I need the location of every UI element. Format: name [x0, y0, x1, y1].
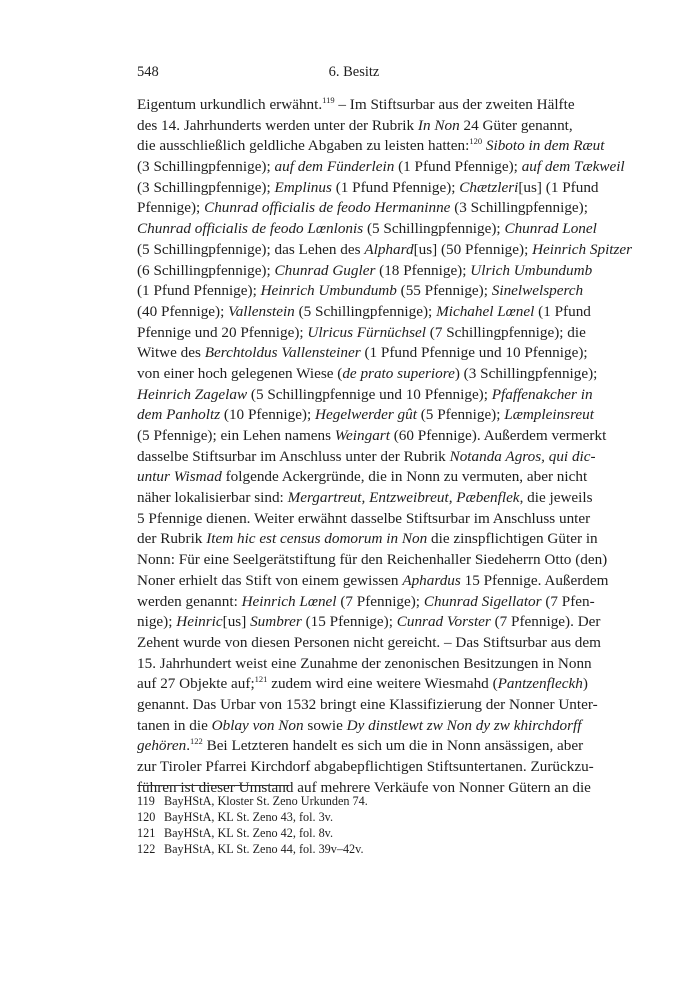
- text-span: (5 Schillingpfennige);: [294, 302, 437, 320]
- italic-span: Vallenstein: [228, 302, 295, 320]
- text-span: (6 Schillingpfennige);: [137, 261, 275, 279]
- text-line: [137, 736, 584, 757]
- italic-span: auf dem Fünderlein: [274, 158, 395, 176]
- body-text: [137, 95, 633, 798]
- text-line: [137, 364, 598, 385]
- text-span: die zinspflichtigen Güter in: [427, 530, 598, 548]
- text-span: (5 Schillingpfennige und 10 Pfennige);: [247, 385, 492, 403]
- text-line: [137, 116, 571, 137]
- text-line: [137, 302, 591, 323]
- text-span: [us] (1 Pfund: [518, 178, 599, 196]
- italic-span: Cunrad Vorster: [396, 613, 491, 631]
- running-header: [137, 64, 571, 84]
- text-span: (7 Schillingpfennige); die: [425, 323, 586, 341]
- italic-span: Sinelwelsperch: [491, 282, 584, 300]
- text-line: [137, 488, 593, 509]
- italic-span: Emplinus: [274, 178, 332, 196]
- footnote-text: BayHStA, Kloster St. Zeno Urkunden 74.: [164, 794, 368, 808]
- italic-span: Item hic est census domorum in Non: [206, 530, 428, 548]
- text-span: (3 Schillingpfennige);: [137, 158, 275, 176]
- italic-span: gehören: [137, 737, 187, 755]
- text-span: – Im Stiftsurbar aus der zweiten Hälfte: [334, 96, 575, 113]
- text-span: sowie: [303, 716, 347, 734]
- text-span: (1 Pfund Pfennige und 10 Pfennige);: [360, 344, 588, 362]
- text-span: 15. Jahrhundert weist eine Zunahme der zenonischen Besitzungen in Nonn: [137, 654, 592, 672]
- text-span: 5 Pfennige dienen. Weiter erwähnt dasselbe Stiftsurbar im Anschluss unter: [137, 509, 591, 527]
- italic-span: Berchtoldus Vallensteiner: [204, 344, 361, 362]
- italic-span: Chunrad Lonel: [504, 220, 597, 238]
- text-span: folgende Ackergründe, die in Nonn zu vermuten, aber nicht: [221, 468, 588, 486]
- text-span: Eigentum urkundlich erwähnt.: [137, 96, 323, 113]
- text-line: [137, 674, 588, 695]
- text-line: [137, 571, 609, 592]
- italic-span: de prato superiore: [342, 364, 455, 382]
- italic-span: Notanda Agros, qui dic-: [449, 447, 596, 465]
- text-line: [137, 426, 607, 447]
- text-span: tanen in die: [137, 716, 212, 734]
- text-span: ): [582, 675, 588, 693]
- text-span: zur Tiroler Pfarrei Kirchdorf abgabepflichtigen Stiftsuntertanen. Zurückzu-: [137, 758, 594, 775]
- text-span: .: [186, 737, 191, 755]
- text-span: (5 Pfennige); ein Lehen namens: [137, 427, 335, 444]
- italic-span: Heinric: [176, 613, 223, 631]
- footnote-number: 122: [137, 842, 156, 856]
- text-span: 24 Güter genannt,: [459, 116, 573, 134]
- italic-span: Ulricus Fürnüchsel: [307, 323, 426, 341]
- text-line: [137, 467, 588, 488]
- text-span: auf 27 Objekte auf;: [137, 675, 255, 693]
- text-line: [137, 281, 584, 302]
- text-line: [137, 385, 593, 406]
- footnote: [137, 841, 571, 857]
- text-line: [137, 95, 575, 116]
- italic-span: untur Wismad: [137, 468, 222, 486]
- text-line: [137, 343, 588, 364]
- chapter-title: 6. Besitz: [328, 64, 380, 80]
- page-number: 548: [137, 64, 159, 80]
- italic-span: Siboto in dem Ræut: [485, 137, 605, 155]
- text-line: [137, 219, 597, 240]
- italic-span: Læmpleinsreut: [504, 406, 594, 424]
- text-span: Nonn: Für eine Seelgerätstiftung für den Reichenhaller Siedeherrn Otto (den): [137, 551, 608, 569]
- text-line: [137, 612, 601, 633]
- text-line: [137, 447, 596, 468]
- text-span: nige);: [137, 613, 177, 631]
- text-line: [137, 633, 601, 654]
- text-line: [137, 261, 593, 282]
- text-span: 15 Pfennige. Außerdem: [460, 571, 609, 589]
- text-line: [137, 136, 605, 157]
- italic-span: Pfaffenakcher in: [491, 385, 593, 403]
- italic-span: Dy dinstlewt zw Non dy zw khirchdorff: [346, 716, 582, 734]
- footnote-ref: 121: [254, 674, 268, 685]
- text-line: [137, 654, 592, 675]
- italic-span: In Non: [417, 116, 460, 134]
- text-line: [137, 509, 591, 530]
- text-span: von einer hoch gelegenen Wiese (: [137, 364, 343, 382]
- text-span: des 14. Jahrhunderts werden unter der Rubrik: [137, 116, 418, 134]
- footnote-number: 119: [137, 794, 155, 808]
- text-span: werden genannt:: [137, 592, 242, 610]
- footnote-text: BayHStA, KL St. Zeno 44, fol. 39v–42v.: [164, 842, 364, 856]
- text-line: [137, 757, 594, 778]
- footnote-ref: 119: [322, 95, 335, 105]
- text-span: Bei Letzteren handelt es sich um die in Nonn ansässigen, aber: [202, 737, 584, 755]
- text-span: (1 Pfund: [534, 302, 591, 320]
- text-line: [137, 529, 598, 550]
- text-span: (1 Pfund Pfennige);: [394, 158, 522, 176]
- italic-span: Heinrich Spitzer: [532, 240, 633, 258]
- text-span: zudem wird eine weitere Wiesmahd (: [267, 675, 498, 693]
- text-span: Pfennige und 20 Pfennige);: [137, 323, 308, 341]
- italic-span: dem Panholtz: [137, 406, 221, 424]
- text-span: (7 Pfennige). Der: [490, 613, 601, 631]
- text-span: [us]: [222, 613, 251, 631]
- text-span: (7 Pfen-: [541, 592, 595, 610]
- text-span: (18 Pfennige);: [375, 261, 471, 279]
- italic-span: Chætzleri: [459, 178, 519, 196]
- italic-span: Heinrich Zagelaw: [137, 385, 248, 403]
- footnote-text: BayHStA, KL St. Zeno 43, fol. 3v.: [164, 810, 334, 824]
- text-span: näher lokalisierbar sind:: [137, 489, 288, 507]
- footnote-text: BayHStA, KL St. Zeno 42, fol. 8v.: [164, 826, 334, 840]
- text-span: Zehent wurde von diesen Personen nicht gereicht. – Das Stiftsurbar aus dem: [137, 633, 601, 651]
- italic-span: Hegelwerder gût: [315, 406, 417, 424]
- text-span: (5 Schillingpfennige); das Lehen des: [137, 240, 365, 258]
- footnote-separator: [137, 785, 289, 786]
- text-span: Noner erhielt das Stift von einem gewissen: [137, 571, 403, 589]
- text-span: genannt. Das Urbar von 1532 bringt eine Klassifizierung der Nonner Unter-: [137, 695, 598, 713]
- text-line: [137, 240, 633, 261]
- text-span: , die jeweils: [519, 489, 593, 507]
- text-span: (60 Pfennige). Außerdem vermerkt: [389, 427, 607, 444]
- text-span: (15 Pfennige);: [301, 613, 397, 631]
- footnote-ref: 120: [469, 136, 483, 147]
- footnote-number: 120: [137, 810, 156, 824]
- text-span: (40 Pfennige);: [137, 302, 229, 320]
- italic-span: Oblay von Non: [211, 716, 304, 734]
- text-line: [137, 695, 598, 716]
- italic-span: auf dem Tækweil: [521, 158, 625, 176]
- italic-span: Mergartreut, Entzweibreut, Pæbenflek: [287, 489, 520, 507]
- text-span: (1 Pfund Pfennige);: [331, 178, 460, 196]
- italic-span: Michahel Lœnel: [436, 302, 535, 320]
- text-line: [137, 198, 588, 219]
- italic-span: Chunrad Gugler: [274, 261, 376, 279]
- text-span: (1 Pfund Pfennige);: [137, 282, 261, 300]
- text-span: (7 Pfennige);: [336, 592, 424, 610]
- text-span: Pfennige);: [137, 199, 205, 217]
- italic-span: Aphardus: [402, 571, 461, 589]
- text-span: (5 Pfennige);: [416, 406, 505, 424]
- footnotes: [137, 793, 571, 857]
- text-line: [137, 323, 586, 344]
- text-span: (3 Schillingpfennige);: [450, 199, 588, 217]
- text-span: dasselbe Stiftsurbar im Anschluss unter der Rubrik: [137, 447, 450, 465]
- text-span: ) (3 Schillingpfennige);: [454, 364, 598, 382]
- text-line: [137, 716, 582, 737]
- footnote-number: 121: [137, 826, 156, 840]
- italic-span: Sumbrer: [250, 613, 302, 631]
- text-span: (55 Pfennige);: [396, 282, 492, 300]
- text-span: [us] (50 Pfennige);: [413, 240, 533, 258]
- footnote: [137, 809, 571, 825]
- text-span: (5 Schillingpfennige);: [363, 220, 505, 238]
- text-line: [137, 405, 594, 426]
- italic-span: Alphard: [364, 240, 414, 258]
- text-line: [137, 157, 625, 178]
- text-span: der Rubrik: [137, 530, 207, 548]
- text-span: (10 Pfennige);: [220, 406, 316, 424]
- italic-span: Chunrad officialis de feodo Lœnlonis: [137, 220, 364, 238]
- footnote: [137, 825, 571, 841]
- italic-span: Weingart: [334, 427, 390, 444]
- footnote-ref: 122: [190, 736, 203, 747]
- text-line: [137, 550, 608, 571]
- italic-span: Chunrad officialis de feodo Hermaninne: [204, 199, 451, 217]
- text-line: [137, 178, 599, 199]
- italic-span: Pantzenfleckh: [497, 675, 583, 693]
- text-span: die ausschließlich geldliche Abgaben zu leisten hatten:: [137, 137, 470, 155]
- italic-span: Heinrich Umbundumb: [260, 282, 397, 300]
- text-span: (3 Schillingpfennige);: [137, 178, 275, 196]
- italic-span: Ulrich Umbundumb: [470, 261, 593, 279]
- text-span: Witwe des: [137, 344, 205, 362]
- footnote: [137, 793, 571, 809]
- italic-span: Chunrad Sigellator: [423, 592, 542, 610]
- text-span: führen ist dieser Umstand auf mehrere Verkäufe von Nonner Gütern an die: [137, 778, 591, 796]
- text-line: [137, 592, 595, 613]
- italic-span: Heinrich Lœnel: [241, 592, 337, 610]
